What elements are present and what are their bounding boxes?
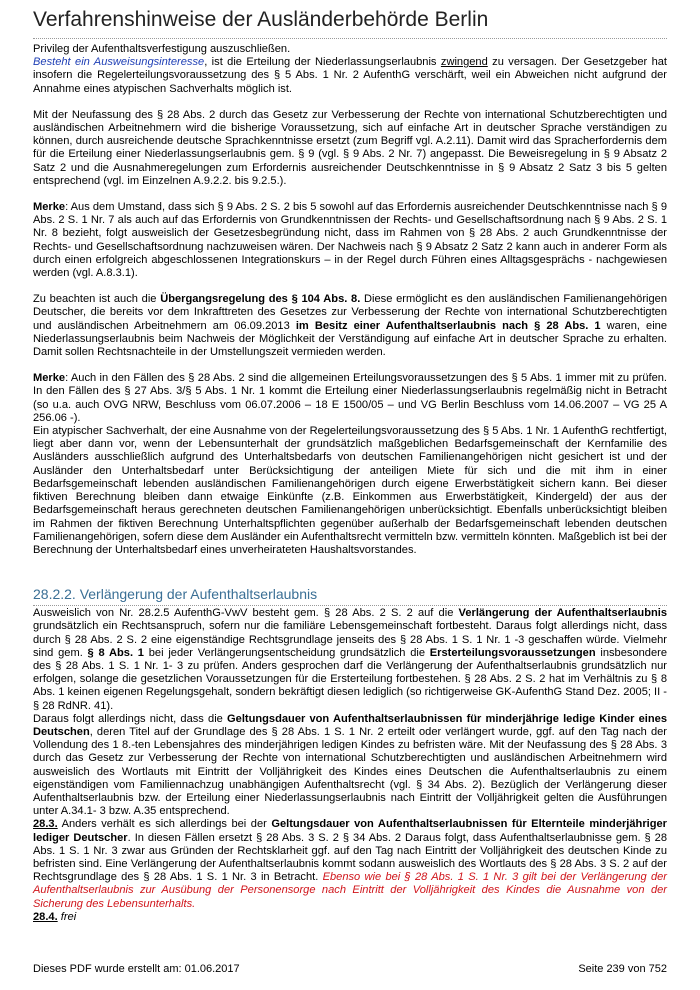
merke-label: Merke (33, 201, 66, 214)
paragraph-8 (33, 713, 667, 819)
paragraph-9 (33, 818, 667, 910)
ausweisungsinteresse-link[interactable]: Besteht ein Ausweisungsinteresse (33, 56, 205, 69)
red-italic-note: Ebenso wie bei § 28 Abs. 1 S. 1 Nr. 3 gilt bei der Verlängerung der Aufenthaltserlaubnis zur Ausübung der Personensorge nach Eintritt der Volljährigkeit des Kindes die Ausnahme von der Sicherung des Lebensunterhalts. (33, 871, 667, 910)
paragraph-4 (33, 293, 667, 359)
paragraph-6: Ein atypischer Sachverhalt, der eine Ausnahme von der Regelerteilungsvoraussetzung des § 5 Abs. 1 Nr. 1 AufenthG rechtfertigt, liegt aber dann vor, wenn der Lebensunterhalt der grundsätzlich maßgeblichen Bedarfsgemeinschaft der Kernfamilie des Ausländers ausschließlich aufgrund des Unterhaltsbedarfs von deutschen Familienangehörigen nicht gesichert ist und der Ausländer den Unterhaltsbedarf unter Berücksichtigung der anteiligen Miete für sich und die mit ihm in einer Bedarfsgemeinschaft lebenden ausländischen Familienangehörigen durch eigene Erwerbstätigkeit sichern kann. Bei dieser fiktiven Berechnung bleiben dann etwaige Einkünfte (z.B. Einkommen aus Erwerbstätigkeit, Kindergeld) der aus der Bedarfsgemeinschaft heraus gerechneten deutschen Familienangehörigen unberücksichtigt. Ebenfalls unberücksichtigt bleiben im Rahmen der fiktiven Berechnung Unterhaltspflichten gegenüber außerhalb der Bedarfsgemeinschaft lebenden deutschen Familienangehörigen, sofern diese dem Ausländer ein Aufenthaltsrecht vermitteln bzw. vermitteln könnten. Maßgeblich ist bei der Berechnung der Unterhaltsbedarf eines unverheirateten Haushaltsvorstandes. (33, 425, 667, 556)
bold-term: Verlängerung der Aufenthaltserlaubnis (458, 607, 667, 620)
page-title: Verfahrenshinweise der Ausländerbehörde Berlin (33, 8, 667, 39)
document-body (33, 43, 667, 924)
paragraph-3 (33, 201, 667, 280)
text: Privileg der Aufenthaltsverfestigung auszuschließen. (33, 43, 291, 55)
page-number: Seite 239 von 752 (578, 963, 667, 975)
text: insbesondere des § 28 Abs. 1 S. 1 Nr. 1- 3 zu prüfen. Anders gesprochen darf die Verlängerung der Aufenthaltserlaubnis grundsätzlich nur erfolgen, solange die gesetzlichen Voraussetzungen für die Ersterteilung fortbestehen. § 28 Abs. 2 S. 2 hat im Verhältnis zu § 8 Abs. 1 keinen eigenen Regelungsgehalt, sondern bekräftigt diesen lediglich (so richtigerweise GK-AufenthG Stand Dez. 2005; II - § 28 RdNR. 41). (33, 646, 667, 712)
text: Ausweislich von Nr. 28.2.5 AufenthG-VwV besteht gem. § 28 Abs. 2 S. 2 auf die (33, 607, 459, 620)
paragraph-2: Mit der Neufassung des § 28 Abs. 2 durch das Gesetz zur Verbesserung der Rechte von international Schutzberechtigten und ausländischen Arbeitnehmern wird die bisherige Voraussetzung, sich auf einfache Art in deutscher Sprache verständigen zu können, durch ausreichende deutsche Sprachkenntnisse ersetzt (zum Begriff vgl. A.2.11). Damit wird das Spracherfordernis dem für die Erteilung einer Niederlassungserlaubnis gem. § 9 (vgl. § 9 Abs. 2 Nr. 7) angepasst. Die Beweisregelung in § 9 Absatz 2 Satz 2 und die Ausnahmeregelungen zum Erfordernis ausreichender Deutschkenntnisse in § 9 Absatz 2 Satz 3 bis 5 gelten entsprechend (vgl. im Einzelnen A.9.2.2. bis 9.2.5.). (33, 108, 667, 187)
section-number: 28.3. (33, 818, 58, 831)
bold-term: Geltungsdauer von Aufenthaltserlaubnissen für minderjährige ledige Kinder eines Deutschen (33, 712, 667, 738)
bold-term: im Besitz einer Aufenthaltserlaubnis nach § 28 Abs. 1 (295, 319, 601, 332)
text: Diese ermöglicht es den ausländischen Familienangehörigen Deutscher, die bereits vor dem Inkrafttreten des Gesetzes zur Verbesserung der Rechte von international Schutzberechtigten und ausländischen Arbeitnehmern am 06.09.2013 (33, 293, 667, 332)
text: : Auch in den Fällen des § 28 Abs. 2 sind die allgemeinen Erteilungsvoraussetzungen des § 5 Abs. 1 immer mit zu prüfen. In den Fällen des § 27 Abs. 3/§ 5 Abs. 1 Nr. 1 kommt die Erteilung einer Niederlassungserlaubnis regelmäßig nicht in Betracht (so u.a. auch OVG NRW, Beschluss vom 06.07.2006 – 18 E 1500/05 – und VG Berlin Beschluss vom 14.06.2007 – VG 25 A 256.06 -). (33, 372, 667, 424)
page-footer (33, 963, 667, 975)
bold-term: Übergangsregelung des § 104 Abs. 8. (160, 293, 361, 306)
text: grundsätzlich ein Rechtsanspruch, sofern nur die familiäre Lebensgemeinschaft fortbesteht. Daraus folgt allerdings nicht, dass durch § 28 Abs. 2 S. 2 eine eigenständige Rechtsgrundlage jenseits des § 28 Abs. 1 S. 1 Nr. 1 -3 geschaffen würde. Vielmehr sind gem. (33, 620, 667, 659)
text: frei (57, 910, 77, 923)
underlined-term: zwingend (440, 56, 488, 69)
text: Zu beachten ist auch die (33, 293, 161, 306)
section-heading: 28.2.2. Verlängerung der Aufenthaltserlaubnis (33, 585, 667, 606)
text: : Aus dem Umstand, dass sich § 9 Abs. 2 S. 2 bis 5 sowohl auf das Erfordernis ausreichender Deutschkenntnisse nach § 9 Abs. 2 S. 1 Nr. 7 als auch auf das Erfordernis von Grundkenntnissen der Rechts- und Gesellschaftsordnung nach § 9 Abs. 2 S. 1 Nr. 8 bezieht, folgt ausweislich der Gesetzesbegründung nicht, dass im Rahmen von § 28 Abs. 2 auch Grundkenntnisse der Rechts- und Gesellschaftsordnung nachzuweisen wären. Der Nachweis nach § 9 Absatz 2 Satz 2 kann auch in anderer Form als durch einen erfolgreich abgeschlossenen Integrationskurs – in der Regel durch Führen eines Alltagsgesprächs - nachgewiesen werden (vgl. A.8.3.1). (33, 201, 667, 280)
text: , deren Titel auf der Grundlage des § 28 Abs. 1 S. 1 Nr. 2 erteilt oder verlängert wurde, ggf. auf den Tag nach der Vollendung des 1 8.-ten Lebensjahres des minderjährigen ledigen Kindes zu befristen wäre. Mit der Neufassung des § 28 Abs. 3 durch das Gesetz zur Verbesserung der Rechte von international Schutzberechtigten und ausländischen Arbeitnehmern wird ausweislich des Wortlauts mit Eintritt der Volljährigkeit des Kindes eines Deutschen die Aufenthaltserlaubnis zu einem eigenständigen vom Familiennachzug unabhängigen Aufenthaltsrecht (vgl. § 34 Abs. 2). Bezüglich der Verlängerung dieser Aufenthaltserlaubnis bzw. der Erteilung einer Niederlassungserlaubnis nach Eintritt der Volljährigkeit gelten die Ausführungen unter A.34.1- 3 bzw. A.35 entsprechend. (33, 725, 667, 818)
text: waren, eine Niederlassungserlaubnis beim Nachweis der Möglichkeit der Verständigung auf einfache Art in deutscher Sprache zu erhalten. Damit sollen Rechtsnachteile in der Umstellungszeit vermieden werden. (33, 319, 668, 359)
merke-label: Merke (33, 372, 66, 385)
bold-term: Ersterteilungsvoraussetzungen (429, 646, 596, 659)
paragraph-5 (33, 372, 667, 425)
bold-term: Geltungsdauer von Aufenthaltserlaubnissen für Elternteile minderjähriger lediger Deutscher (33, 818, 667, 844)
text: . In diesen Fällen ersetzt § 28 Abs. 3 S. 2 § 34 Abs. 2 Daraus folgt, dass Aufenthaltserlaubnisse gem. § 28 Abs. 1 S. 1 Nr. 3 zwar aus Gründen der Rechtsklarheit ggf. auf den Tag nach Eintritt der Volljährigkeit des deutschen Kinde zu befristen sind. Eine Verlängerung der Aufenthaltserlaubnis kommt sodann ausweislich des Wortlauts des § 28 Abs. 3 S. 2 auf der Rechtsgrundlage des § 28 Abs. 1 S. 1 Nr. 3 in Betracht. (33, 831, 667, 884)
paragraph-7 (33, 607, 667, 713)
bold-term: § 8 Abs. 1 (87, 646, 144, 659)
text: zu versagen. Der Gesetzgeber hat insofern die Regelerteilungsvoraussetzung des § 5 Abs. 1 Nr. 2 AufenthG verschärft, weil ein Abweichen nicht aufgrund der Annahme eines atypischen Sachverhalts möglich ist. (33, 56, 668, 95)
creation-date: Dieses PDF wurde erstellt am: 01.06.2017 (33, 963, 240, 975)
text: , ist die Erteilung der Niederlassungserlaubnis (204, 56, 441, 69)
section-number: 28.4. (33, 910, 58, 923)
paragraph-1 (33, 43, 667, 96)
text: Daraus folgt allerdings nicht, dass die (33, 712, 228, 725)
text: Anders verhält es sich allerdings bei der (57, 818, 272, 831)
paragraph-10 (33, 911, 667, 924)
text: bei jeder Verlängerungsentscheidung grundsätzlich die (143, 646, 430, 659)
